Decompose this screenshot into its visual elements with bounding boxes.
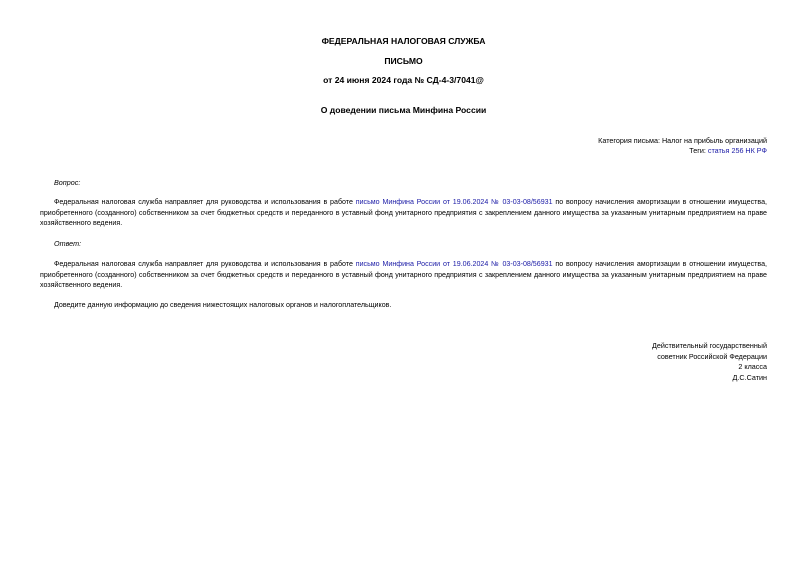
document-type: ПИСЬМО [384,56,423,66]
answer-letter-link[interactable]: письмо Минфина России от 19.06.2024 № 03-03-08/56931 [355,260,553,268]
question-label: Вопрос: [54,178,81,187]
signature-rank-line-1: Действительный государственный [652,341,767,350]
document-title: О доведении письма Минфина России [320,105,487,115]
tags-label: Теги: [689,146,708,155]
letter-category: Категория письма: Налог на прибыль организаций [598,136,767,145]
agency-name: ФЕДЕРАЛЬНАЯ НАЛОГОВАЯ СЛУЖБА [321,36,486,46]
closing-paragraph: Доведите данную информацию до сведения нижестоящих налоговых органов и налогоплательщиков. [54,301,392,309]
question-text-after: по вопросу начисления амортизации в отношении имущества, приобретенного (созданного) собственником за счет бюджетных средств и переданного в уставный фонд унитарного предприятия с закреплением данного имущества за указанным унитарным предприятием на праве хозяйственного ведения. [40,198,767,228]
signature-rank-line-2: советник Российской Федерации [657,351,767,361]
question-paragraph [40,197,767,229]
answer-text-after: по вопросу начисления амортизации в отношении имущества, приобретенного (созданного) собственником за счет бюджетных средств и переданного в уставный фонд унитарного предприятия с закреплением данного имущества за указанным унитарным предприятием на праве хозяйственного ведения. [40,260,767,290]
signatory-name: Д.С.Сатин [732,372,767,382]
question-letter-link[interactable]: письмо Минфина России от 19.06.2024 № 03-03-08/56931 [355,198,553,206]
document-page [40,0,767,571]
signature-block [652,341,767,383]
question-text-before: Федеральная налоговая служба направляет для руководства и использования в работе [54,198,356,206]
tag-link[interactable]: статья 256 НК РФ [707,146,767,155]
signature-rank-line-3: 2 класса [738,362,767,371]
answer-paragraph [40,259,767,291]
answer-label: Ответ: [54,239,82,248]
document-date-number: от 24 июня 2024 года № СД-4-3/7041@ [323,75,484,85]
letter-tags [689,146,767,156]
answer-text-before: Федеральная налоговая служба направляет для руководства и использования в работе [54,260,356,268]
